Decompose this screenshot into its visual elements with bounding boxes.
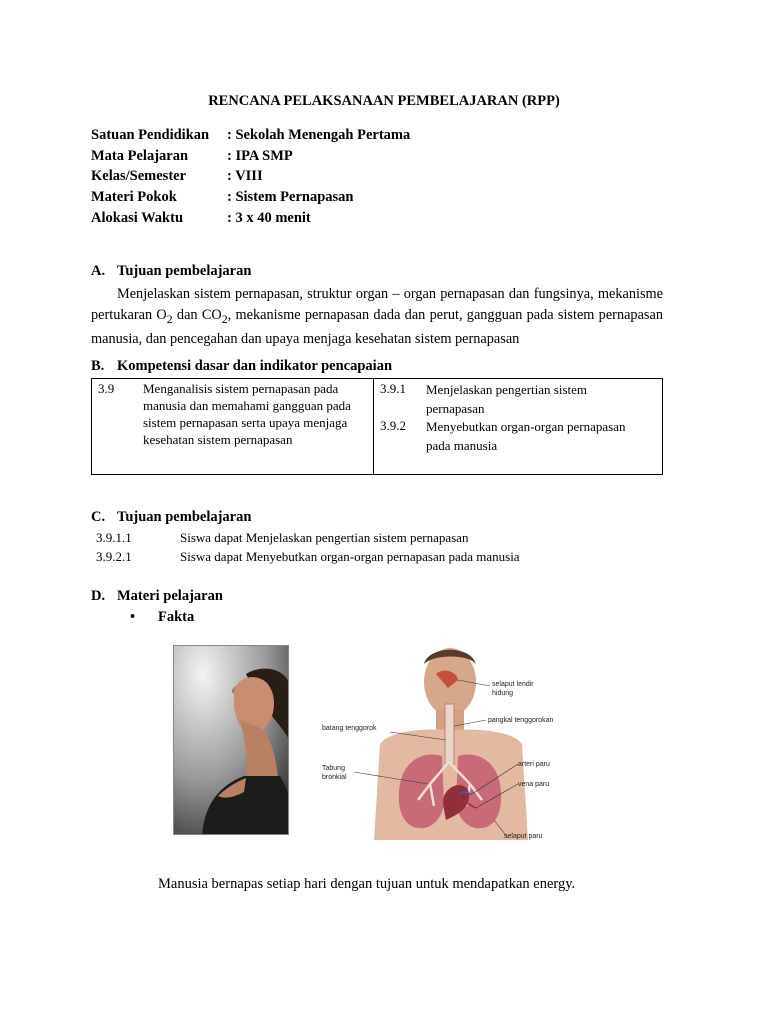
identity-label-topic: Materi Pokok bbox=[91, 189, 177, 205]
section-a-heading bbox=[91, 263, 251, 280]
identity-label-time: Alokasi Waktu bbox=[91, 210, 184, 226]
section-a-paragraph bbox=[91, 284, 663, 349]
figure-caption: Manusia bernapas setiap hari dengan tujuan untuk mendapatkan energy. bbox=[158, 876, 576, 892]
kd-line: kesehatan sistem pernapasan bbox=[143, 432, 293, 447]
para-part1: Menjelaskan sistem pernapasan, struktur organ – organ pernapasan dan fungsinya, mekanisme pertukaran O bbox=[91, 286, 663, 323]
respiratory-diagram-svg bbox=[318, 644, 554, 840]
label-bronchial-1: Tabung bbox=[322, 765, 345, 772]
indicator-line: Menyebutkan organ-organ pernapasan bbox=[426, 419, 626, 434]
section-b-title: Kompetensi dasar dan indikator pencapaian bbox=[117, 358, 393, 374]
section-b-heading bbox=[91, 358, 392, 375]
indicator-line: pada manusia bbox=[426, 438, 498, 453]
breathing-person-photo bbox=[173, 645, 289, 835]
label-vein: vena paru bbox=[518, 781, 550, 788]
kd-text bbox=[143, 380, 351, 448]
identity-label-class: Kelas/Semester bbox=[91, 168, 187, 184]
section-c-title: Tujuan pembelajaran bbox=[117, 509, 252, 525]
section-a-title: Tujuan pembelajaran bbox=[117, 263, 252, 279]
label-pleura: selaput paru bbox=[504, 833, 543, 840]
identity-value-school: : Sekolah Menengah Pertama bbox=[227, 127, 411, 143]
kd-line: Menganalisis sistem pernapasan pada bbox=[143, 381, 339, 396]
section-d-heading bbox=[91, 588, 223, 605]
section-d-letter: D. bbox=[91, 588, 106, 604]
indicator-line: Menjelaskan pengertian sistem bbox=[426, 382, 588, 397]
indicator-text bbox=[426, 417, 626, 455]
label-bronchial-2: bronkial bbox=[322, 774, 347, 781]
breathing-person-illustration bbox=[174, 646, 289, 835]
identity-label-school: Satuan Pendidikan bbox=[91, 127, 210, 143]
goal-text: Siswa dapat Menjelaskan pengertian sistem pernapasan bbox=[180, 530, 469, 545]
para-part2: dan CO bbox=[172, 306, 222, 323]
table-divider bbox=[373, 379, 374, 474]
goal-code: 3.9.2.1 bbox=[96, 549, 132, 564]
fakta-label: Fakta bbox=[158, 609, 195, 625]
identity-label-subject: Mata Pelajaran bbox=[91, 148, 189, 164]
competency-table bbox=[91, 378, 663, 475]
label-trachea: batang tenggorok bbox=[322, 725, 377, 732]
label-artery: arteri paru bbox=[518, 761, 550, 768]
goal-code: 3.9.1.1 bbox=[96, 530, 132, 545]
identity-value-time: : 3 x 40 menit bbox=[227, 210, 311, 226]
goal-text: Siswa dapat Menyebutkan organ-organ pernapasan pada manusia bbox=[180, 549, 520, 564]
label-nose: hidung bbox=[492, 690, 514, 697]
section-a-letter: A. bbox=[91, 263, 106, 279]
section-d-title: Materi pelajaran bbox=[117, 588, 223, 604]
section-b-letter: B. bbox=[91, 358, 105, 374]
kd-code: 3.9 bbox=[98, 381, 115, 396]
indicator-text bbox=[426, 380, 587, 418]
kd-line: manusia dan memahami gangguan pada bbox=[143, 398, 351, 413]
o2-subscript: 2 bbox=[166, 311, 173, 326]
respiratory-system-diagram bbox=[318, 644, 554, 840]
kd-line: sistem pernapasan serta upaya menjaga bbox=[143, 415, 348, 430]
section-c-heading bbox=[91, 509, 251, 526]
indicator-code: 3.9.2 bbox=[380, 418, 406, 433]
indicator-code: 3.9.1 bbox=[380, 381, 406, 396]
section-c-letter: C. bbox=[91, 509, 106, 525]
para-part3: , mekanisme pernapasan dada dan perut, gangguan pada sistem pernapasan manusia, dan pencegahan dan upaya menjaga kesehatan sistem pernapasan bbox=[91, 306, 663, 347]
identity-value-class: : VIII bbox=[227, 168, 263, 184]
identity-value-topic: : Sistem Pernapasan bbox=[227, 189, 354, 205]
indicator-line: pernapasan bbox=[426, 401, 485, 416]
identity-value-subject: : IPA SMP bbox=[227, 148, 293, 164]
label-mucus: selaput lendir bbox=[492, 681, 534, 688]
label-larynx: pangkal tenggorokan bbox=[488, 717, 554, 724]
document-title: RENCANA PELAKSANAAN PEMBELAJARAN (RPP) bbox=[208, 93, 560, 109]
bullet-icon: • bbox=[130, 609, 136, 625]
co2-subscript: 2 bbox=[221, 311, 228, 326]
